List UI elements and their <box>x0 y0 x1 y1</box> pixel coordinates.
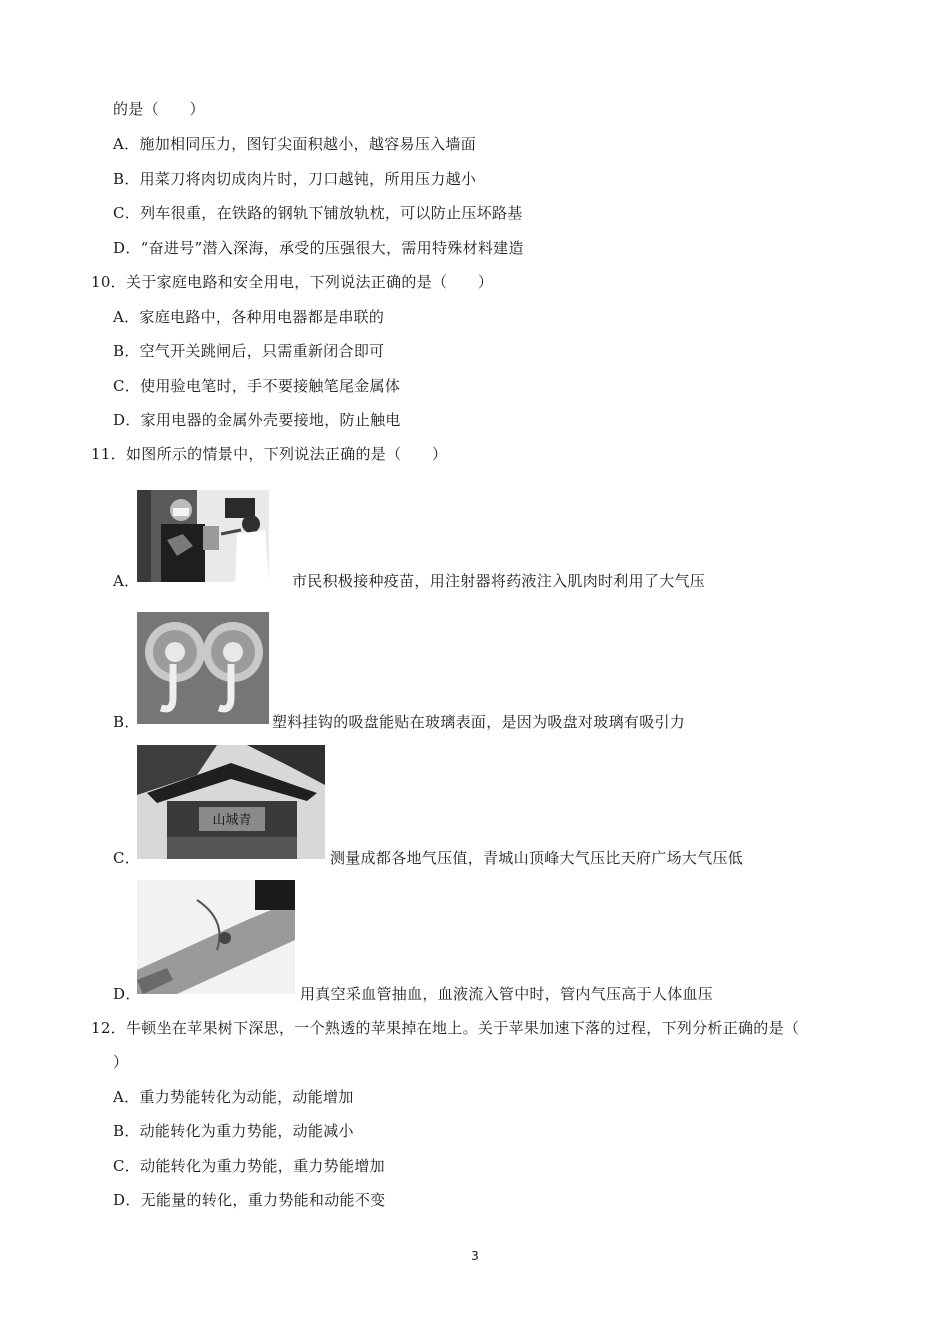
question-11-option-c-letter: C． <box>113 849 141 867</box>
suction-hook-photo-art <box>137 612 269 724</box>
page-number: 3 <box>471 1249 479 1263</box>
question-11-option-a-letter: A． <box>113 572 140 590</box>
question-12-option-c: C．动能转化为重力势能，重力势能增加 <box>113 1157 385 1175</box>
qingcheng-mountain-photo <box>137 745 325 859</box>
question-9-stem-continuation: 的是（ ） <box>113 100 205 118</box>
question-12-option-d: D．无能量的转化，重力势能和动能不变 <box>113 1191 386 1209</box>
question-11-option-b-letter: B． <box>113 713 140 731</box>
question-10-stem: 10．关于家庭电路和安全用电，下列说法正确的是（ ） <box>91 273 494 291</box>
question-9-option-b: B．用菜刀将肉切成肉片时，刀口越钝，所用压力越小 <box>113 170 477 188</box>
question-9-option-d: D．“奋进号”潜入深海，承受的压强很大，需用特殊材料建造 <box>113 239 524 257</box>
question-10-option-b: B．空气开关跳闸后，只需重新闭合即可 <box>113 342 385 360</box>
question-11-stem: 11．如图所示的情景中，下列说法正确的是（ ） <box>91 445 448 463</box>
vaccination-photo <box>137 490 269 582</box>
question-11-option-a-text: 市民积极接种疫苗，用注射器将药液注入肌肉时利用了大气压 <box>292 572 706 590</box>
blood-collection-photo-art <box>137 880 295 994</box>
suction-hook-photo <box>137 612 269 724</box>
question-10-option-c: C．使用验电笔时，手不要接触笔尾金属体 <box>113 377 401 395</box>
qingcheng-mountain-photo-art <box>137 745 325 859</box>
question-12-option-a: A．重力势能转化为动能，动能增加 <box>113 1088 354 1106</box>
question-11-option-d-letter: D． <box>113 985 141 1003</box>
question-11-option-b-text: 塑料挂钩的吸盘能贴在玻璃表面，是因为吸盘对玻璃有吸引力 <box>272 713 686 731</box>
question-12-stem-continuation: ） <box>113 1053 129 1071</box>
question-10-option-d: D．家用电器的金属外壳要接地，防止触电 <box>113 411 401 429</box>
question-12-option-b: B．动能转化为重力势能，动能减小 <box>113 1122 354 1140</box>
question-10-option-a: A．家庭电路中，各种用电器都是串联的 <box>113 308 385 326</box>
vaccination-photo-art <box>137 490 269 582</box>
question-9-option-a: A．施加相同压力，图钉尖面积越小，越容易压入墙面 <box>113 135 477 153</box>
question-11-option-d-text: 用真空采血管抽血，血液流入管中时，管内气压高于人体血压 <box>300 985 714 1003</box>
blood-collection-photo <box>137 880 295 994</box>
question-9-option-c: C．列车很重，在铁路的钢轨下铺放轨枕，可以防止压坏路基 <box>113 204 523 222</box>
question-11-option-c-text: 测量成都各地气压值，青城山顶峰大气压比天府广场大气压低 <box>330 849 744 867</box>
gate-plaque-text: 山城青 <box>212 813 252 828</box>
question-12-stem: 12．牛顿坐在苹果树下深思，一个熟透的苹果掉在地上。关于苹果加速下落的过程，下列分析正确的是（ <box>91 1019 800 1037</box>
